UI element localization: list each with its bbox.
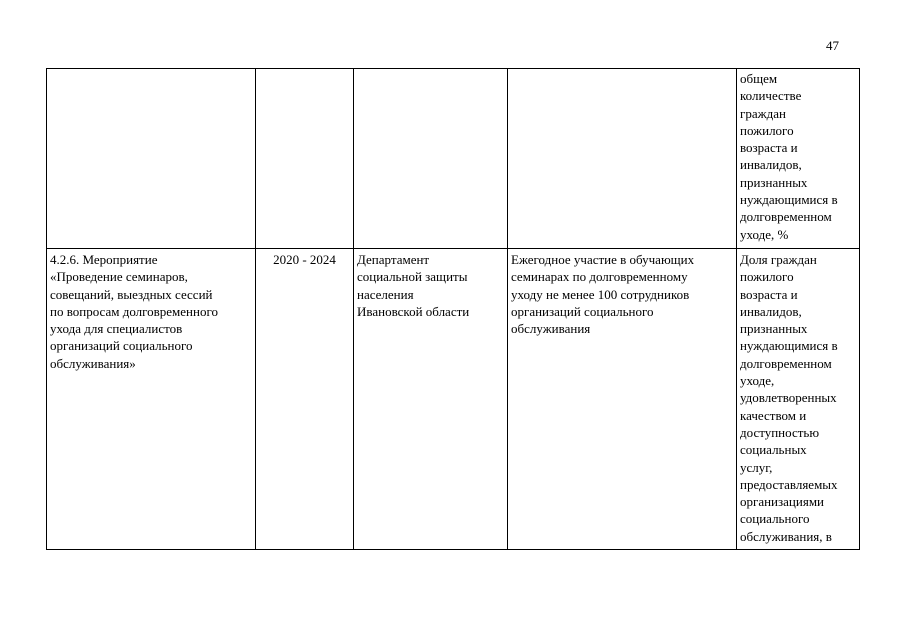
period-cell bbox=[256, 69, 354, 249]
table-row bbox=[47, 249, 860, 550]
indicator-cell: Доля граждан пожилого возраста и инвалидов, признанных нуждающимися в долговременном уходе, удовлетворенных качеством и доступностью социальных услуг, предоставляемых организациями социального обслуживания, в bbox=[737, 249, 860, 550]
expected-result-cell bbox=[508, 69, 737, 249]
executor-cell: Департамент социальной защиты населения Ивановской области bbox=[354, 249, 508, 550]
table-row bbox=[47, 69, 860, 249]
page-number: 47 bbox=[826, 38, 839, 53]
event-cell: 4.2.6. Мероприятие «Проведение семинаров, совещаний, выездных сессий по вопросам долговременного ухода для специалистов организаций социального обслуживания» bbox=[47, 249, 256, 550]
period-cell: 2020 - 2024 bbox=[256, 249, 354, 550]
measures-table bbox=[46, 68, 860, 550]
expected-result-cell: Ежегодное участие в обучающих семинарах по долговременному уходу не менее 100 сотрудников организаций социального обслуживания bbox=[508, 249, 737, 550]
executor-cell bbox=[354, 69, 508, 249]
event-cell bbox=[47, 69, 256, 249]
indicator-cell: общем количестве граждан пожилого возраста и инвалидов, признанных нуждающимися в долговременном уходе, % bbox=[737, 69, 860, 249]
